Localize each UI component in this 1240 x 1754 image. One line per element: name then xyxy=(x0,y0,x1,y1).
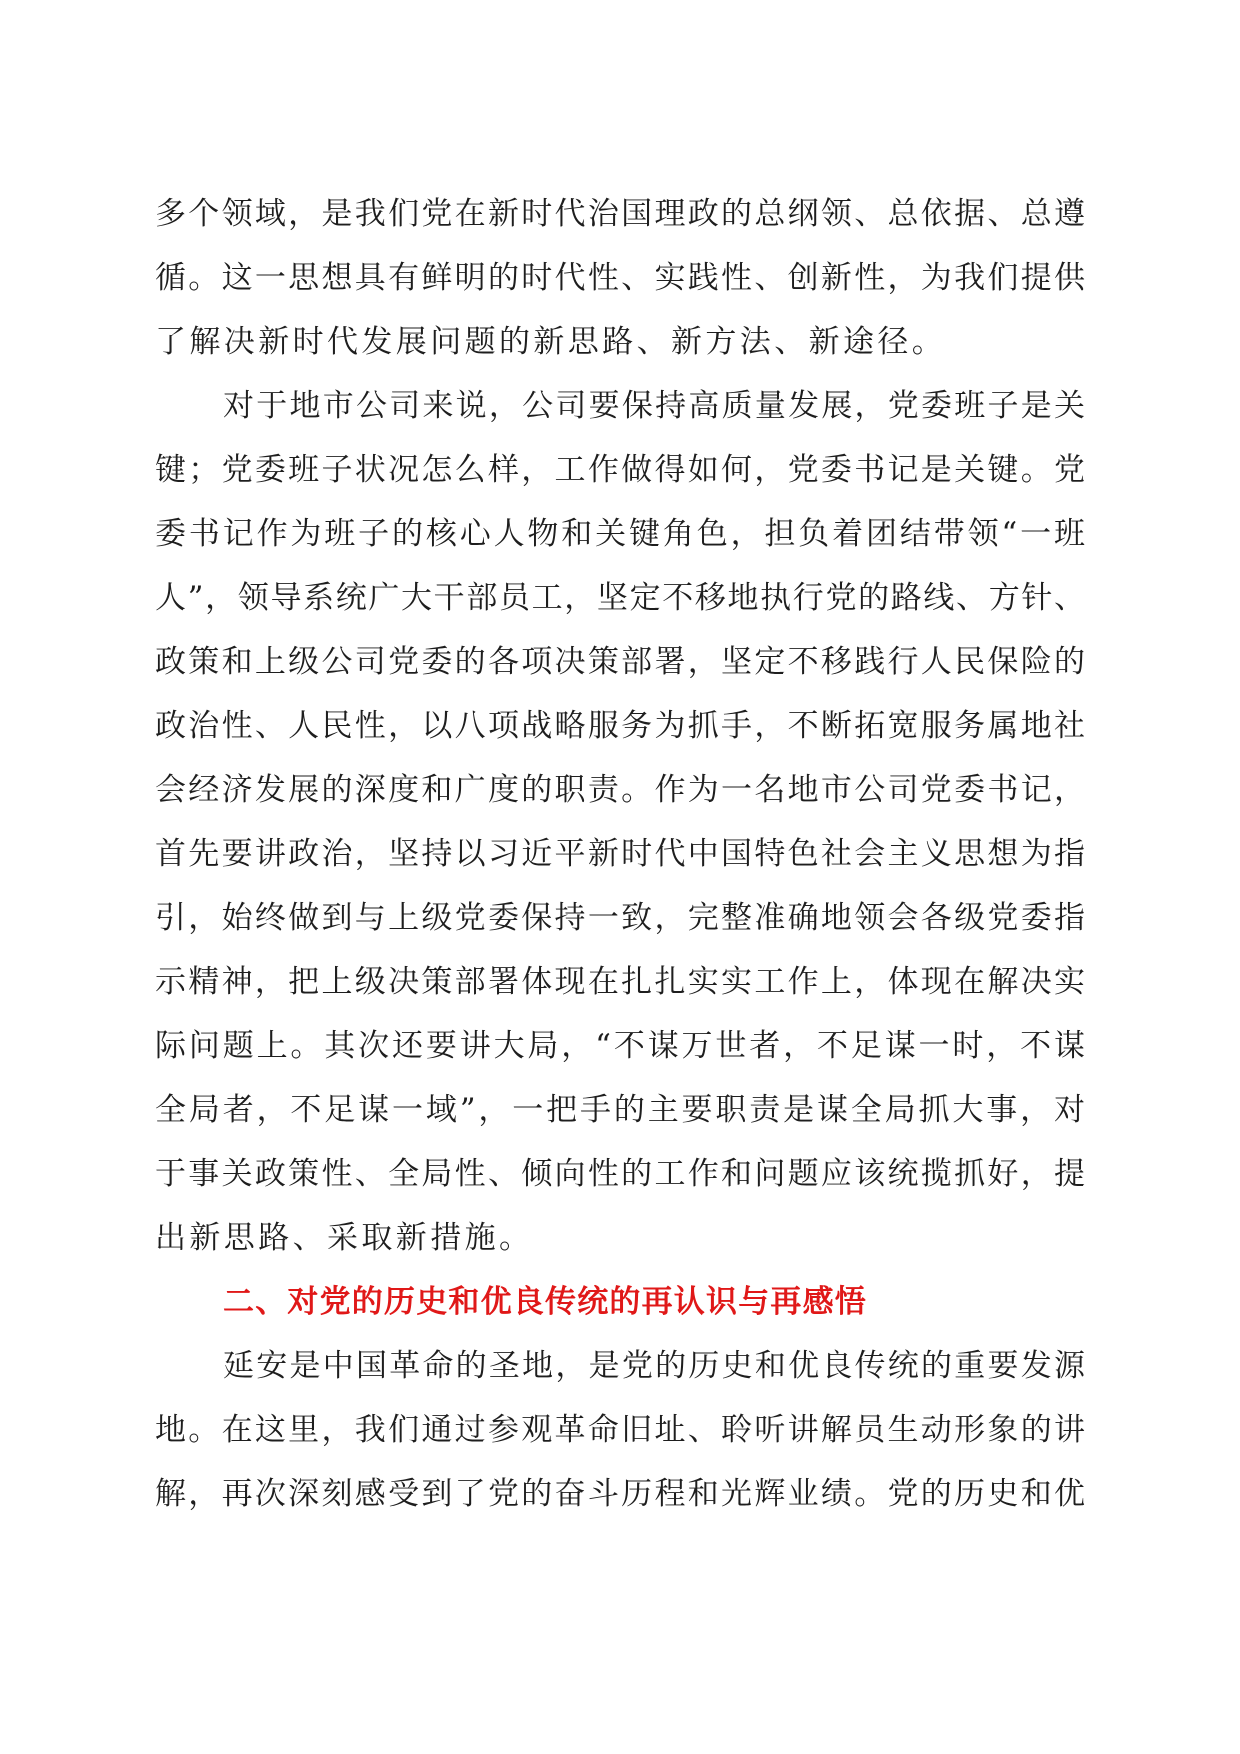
paragraph-line: 政治性、人民性，以八项战略服务为抓手，不断拓宽服务属地社 xyxy=(155,708,1085,744)
paragraph-line: 政策和上级公司党委的各项决策部署，坚定不移践行人民保险的 xyxy=(155,644,1085,680)
paragraph-line: 于事关政策性、全局性、倾向性的工作和问题应该统揽抓好，提 xyxy=(155,1156,1085,1192)
paragraph-line: 示精神，把上级决策部署体现在扎扎实实工作上，体现在解决实 xyxy=(155,964,1085,1000)
paragraph-line: 委书记作为班子的核心人物和关键角色，担负着团结带领“一班 xyxy=(155,516,1085,552)
paragraph-line: 多个领域，是我们党在新时代治国理政的总纲领、总依据、总遵 xyxy=(155,196,1085,232)
paragraph-line: 引，始终做到与上级党委保持一致，完整准确地领会各级党委指 xyxy=(155,900,1085,936)
paragraph-line: 际问题上。其次还要讲大局，“不谋万世者，不足谋一时，不谋 xyxy=(155,1028,1085,1064)
paragraph-line: 出新思路、采取新措施。 xyxy=(155,1220,534,1256)
paragraph-line: 首先要讲政治，坚持以习近平新时代中国特色社会主义思想为指 xyxy=(155,836,1085,872)
paragraph-line: 循。这一思想具有鲜明的时代性、实践性、创新性，为我们提供 xyxy=(155,260,1085,296)
paragraph-line: 全局者，不足谋一域”，一把手的主要职责是谋全局抓大事，对 xyxy=(155,1092,1085,1128)
paragraph-line: 会经济发展的深度和广度的职责。作为一名地市公司党委书记， xyxy=(155,772,1085,808)
paragraph-line: 地。在这里，我们通过参观革命旧址、聆听讲解员生动形象的讲 xyxy=(155,1412,1085,1448)
paragraph-line: 人”，领导系统广大干部员工，坚定不移地执行党的路线、方针、 xyxy=(155,580,1085,616)
paragraph-line: 键；党委班子状况怎么样，工作做得如何，党委书记是关键。党 xyxy=(155,452,1085,488)
paragraph-line: 解，再次深刻感受到了党的奋斗历程和光辉业绩。党的历史和优 xyxy=(155,1476,1085,1512)
paragraph-line: 对于地市公司来说，公司要保持高质量发展，党委班子是关 xyxy=(223,388,1085,424)
paragraph-line: 延安是中国革命的圣地，是党的历史和优良传统的重要发源 xyxy=(223,1348,1085,1384)
paragraph-line: 了解决新时代发展问题的新思路、新方法、新途径。 xyxy=(155,324,947,360)
section-heading: 二、对党的历史和优良传统的再认识与再感悟 xyxy=(223,1284,867,1320)
